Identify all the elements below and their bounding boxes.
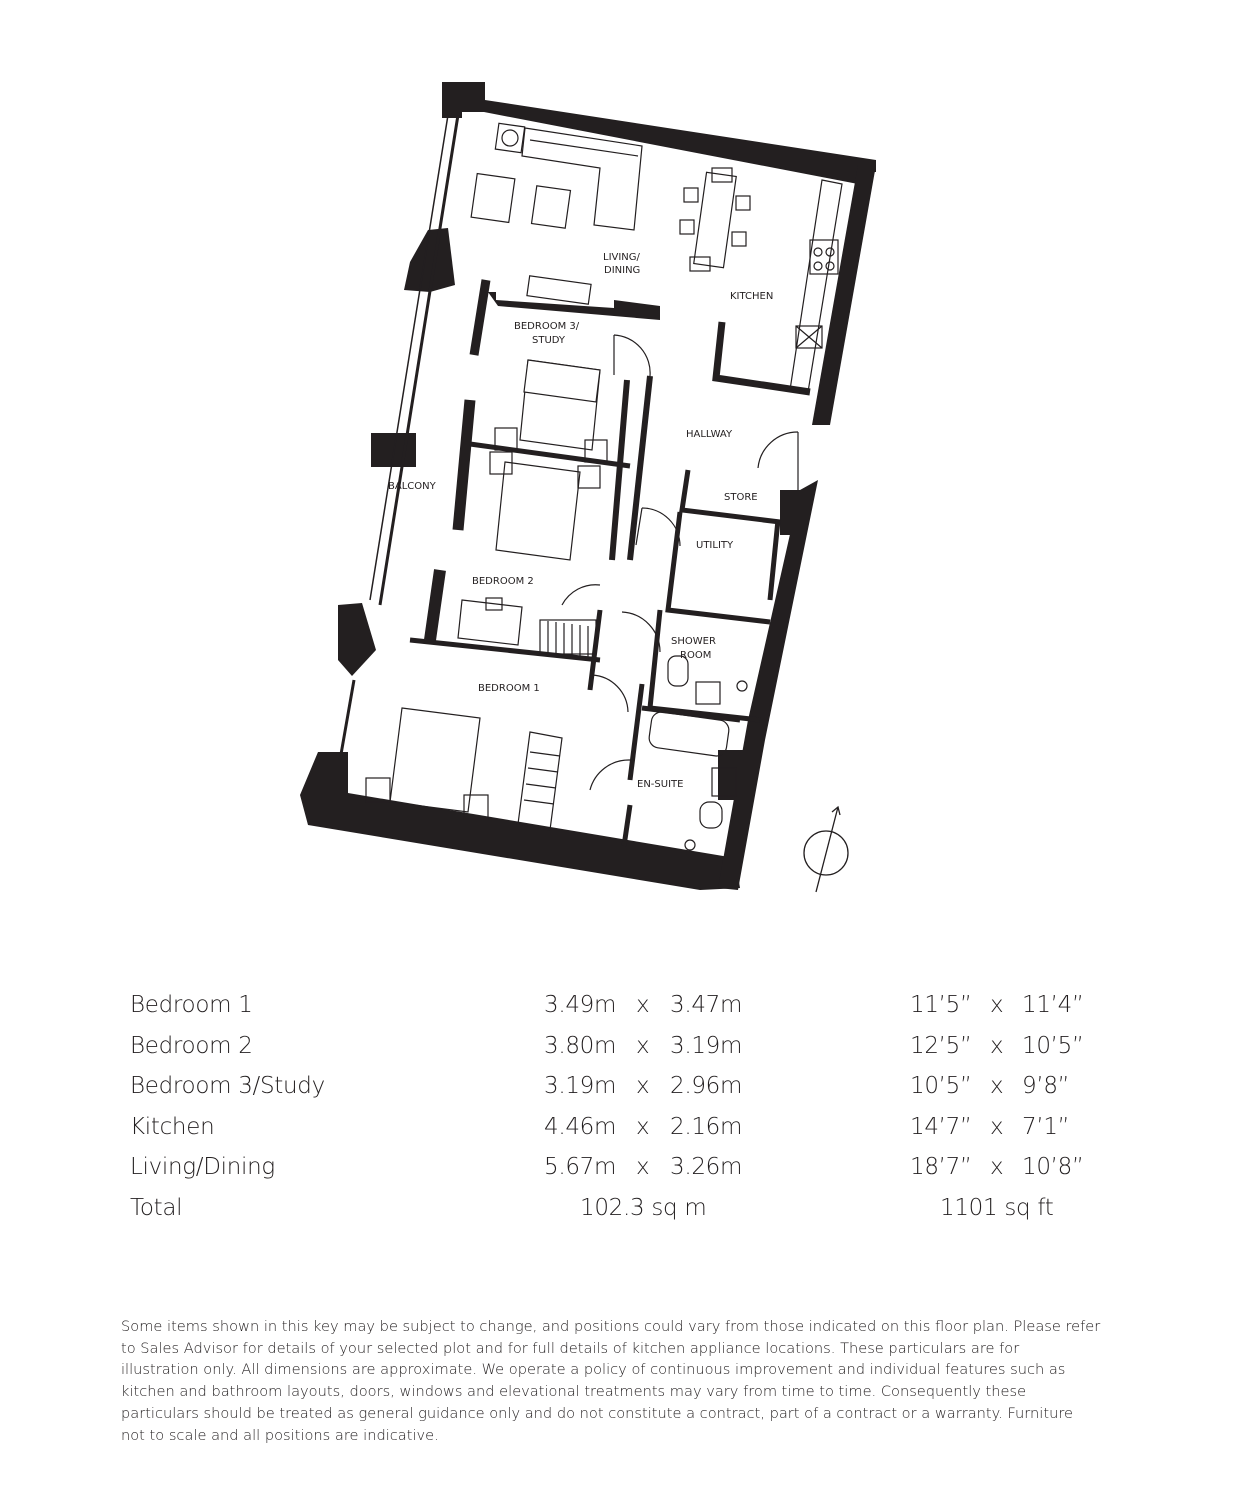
- disclaimer-text: Some items shown in this key may be subject to change, and positions could vary from those indicated on this floor plan. Please refer to Sales Advisor for details of your selected plot and for full details of kitchen appliance locations. These particulars are for illustration only. All dimensions are approximate. We operate a policy of continuous improvement and individual features such as kitchen and bathroom layouts, doors, windows and elevational treatments may vary from time to time. Consequently these particulars should be treated as general guidance only and do not constitute a contract, part of a contract or a warranty. Furniture not to scale and all positions are indicative.: [121, 1318, 1101, 1444]
- metric-length: 5.67m: [544, 1154, 617, 1181]
- label-bedroom3-2: STUDY: [532, 335, 566, 346]
- north-arrow-icon: [804, 807, 848, 892]
- imperial-length: 14’7”: [910, 1113, 972, 1140]
- schedule-row-kitchen: [130, 1114, 1130, 1155]
- times-sign: x: [990, 1073, 1004, 1100]
- imperial-width: 7’1”: [1022, 1113, 1070, 1140]
- schedule-row-bedroom1: [130, 992, 1130, 1033]
- metric-width: 3.47m: [670, 992, 743, 1018]
- label-bedroom1: BEDROOM 1: [478, 683, 540, 694]
- total-imperial: 1101 sq ft: [940, 1194, 1054, 1221]
- room-name: Kitchen: [130, 1113, 215, 1140]
- room-labels: [388, 252, 773, 790]
- imperial-length: 12’5”: [910, 1032, 972, 1059]
- exterior-walls: [300, 82, 876, 890]
- room-name: Bedroom 2: [130, 1032, 253, 1059]
- label-store: STORE: [724, 492, 758, 503]
- label-balcony: BALCONY: [388, 481, 436, 492]
- times-sign: x: [990, 1154, 1004, 1181]
- imperial-length: 18’7”: [910, 1154, 972, 1181]
- label-shower-2: ROOM: [680, 650, 712, 661]
- metric-width: 2.96m: [670, 1073, 743, 1100]
- schedule-row-total: [130, 1195, 1130, 1236]
- total-label: Total: [130, 1194, 183, 1221]
- label-shower: SHOWER: [671, 636, 716, 647]
- label-kitchen: KITCHEN: [730, 291, 774, 302]
- label-bedroom2: BEDROOM 2: [472, 576, 534, 587]
- metric-length: 3.19m: [544, 1073, 617, 1100]
- metric-length: 4.46m: [544, 1113, 617, 1140]
- imperial-length: 10’5”: [910, 1073, 972, 1100]
- label-living-dining: LIVING/: [603, 252, 640, 263]
- times-sign: x: [636, 992, 650, 1018]
- metric-length: 3.49m: [544, 992, 617, 1018]
- times-sign: x: [636, 1032, 650, 1059]
- schedule-row-bedroom2: [130, 1033, 1130, 1074]
- metric-width: 3.19m: [670, 1032, 743, 1059]
- metric-width: 3.26m: [670, 1154, 743, 1181]
- times-sign: x: [636, 1154, 650, 1181]
- metric-width: 2.16m: [670, 1113, 743, 1140]
- metric-length: 3.80m: [544, 1032, 617, 1059]
- room-name: Living/Dining: [130, 1154, 275, 1181]
- imperial-width: 10’8”: [1022, 1154, 1084, 1181]
- label-living-dining-2: DINING: [604, 265, 641, 276]
- times-sign: x: [990, 1113, 1004, 1140]
- imperial-length: 11’5”: [910, 992, 972, 1018]
- times-sign: x: [990, 992, 1004, 1018]
- times-sign: x: [636, 1113, 650, 1140]
- times-sign: x: [636, 1073, 650, 1100]
- total-metric: 102.3 sq m: [580, 1194, 707, 1221]
- imperial-width: 11’4”: [1022, 992, 1084, 1018]
- label-ensuite: EN-SUITE: [637, 779, 684, 790]
- room-name: Bedroom 3/Study: [130, 1073, 325, 1100]
- label-hallway: HALLWAY: [686, 429, 733, 440]
- imperial-width: 10’5”: [1022, 1032, 1084, 1059]
- room-schedule: [130, 992, 1130, 1236]
- label-bedroom3: BEDROOM 3/: [514, 321, 580, 332]
- schedule-row-bedroom3: [130, 1073, 1130, 1114]
- imperial-width: 9’8”: [1022, 1073, 1070, 1100]
- schedule-row-living-dining: [130, 1154, 1130, 1195]
- label-utility: UTILITY: [696, 540, 734, 551]
- room-name: Bedroom 1: [130, 992, 253, 1018]
- times-sign: x: [990, 1032, 1004, 1059]
